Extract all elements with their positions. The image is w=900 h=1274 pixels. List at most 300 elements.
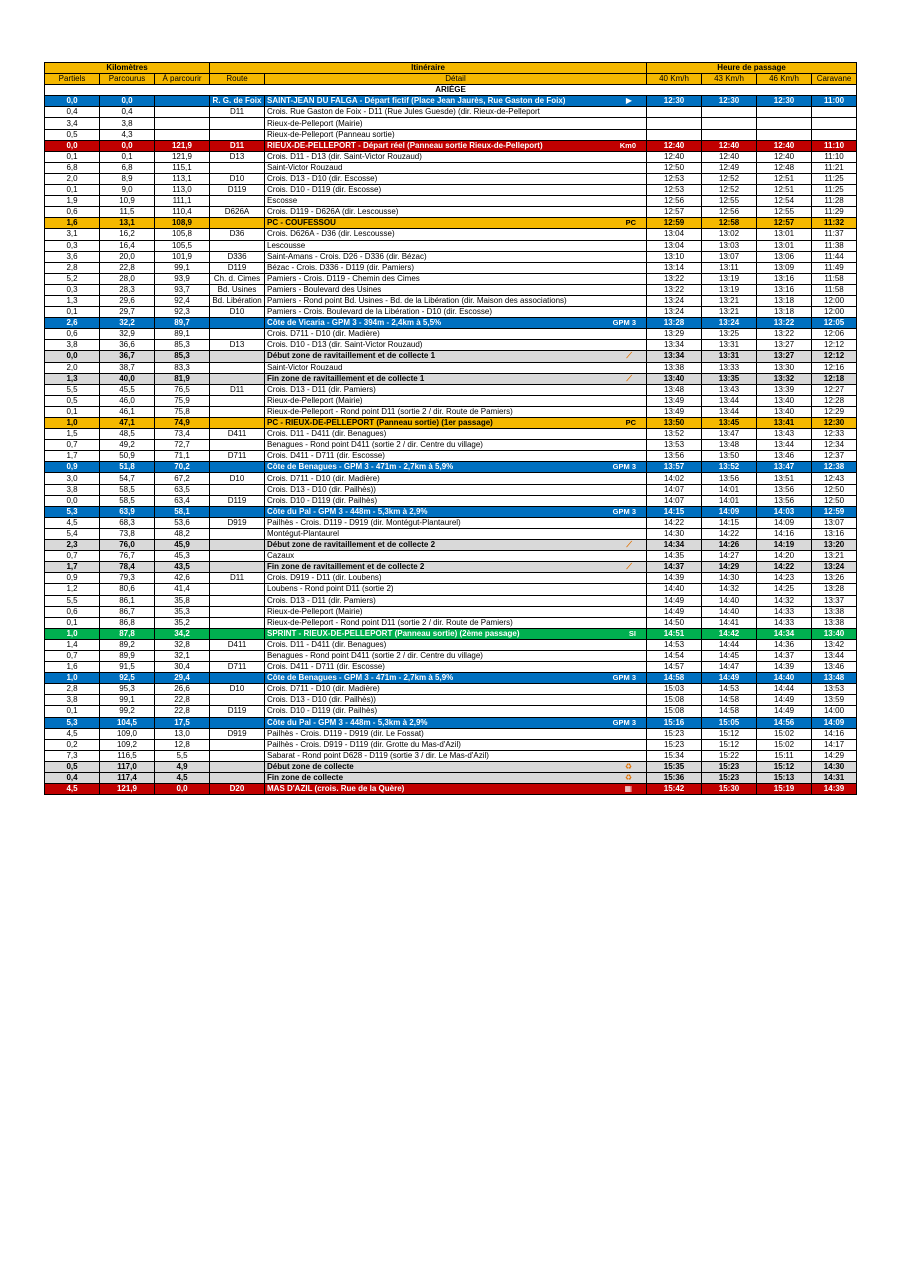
table-row <box>45 473 857 484</box>
cell-time-43: 14:29 <box>702 562 757 573</box>
detail-text: Crois. D919 - D11 (dir. Loubens) <box>267 573 382 583</box>
detail-text: Crois. D13 - D10 (dir. Pailhès)) <box>267 695 376 705</box>
cell-a-parcourir: 105,5 <box>155 240 210 251</box>
cell-route <box>210 406 265 417</box>
detail-text: PC - COUFESSOU <box>267 218 336 228</box>
cell-time-40: 14:07 <box>647 495 702 506</box>
cell-time-40: 13:22 <box>647 284 702 295</box>
cell-route: D336 <box>210 251 265 262</box>
table-row <box>45 462 857 473</box>
cell-detail <box>265 107 647 118</box>
cell-time-40: 13:53 <box>647 440 702 451</box>
cell-parcourus: 91,5 <box>100 662 155 673</box>
cell-route <box>210 717 265 728</box>
cell-caravane: 11:58 <box>812 284 857 295</box>
cell-a-parcourir: 41,4 <box>155 584 210 595</box>
stage-tag: SI <box>628 628 637 638</box>
cell-route: D20 <box>210 784 265 795</box>
cell-parcourus: 29,7 <box>100 307 155 318</box>
cell-route: D10 <box>210 684 265 695</box>
detail-text: Montégut-Plantaurel <box>267 528 340 538</box>
cell-caravane: 11:00 <box>812 96 857 107</box>
cell-parcourus: 47,1 <box>100 418 155 429</box>
cell-caravane: 11:32 <box>812 218 857 229</box>
cell-time-40 <box>647 129 702 140</box>
cell-time-40: 15:23 <box>647 728 702 739</box>
cell-time-40: 13:49 <box>647 406 702 417</box>
detail-text: Lescousse <box>267 240 306 250</box>
cell-time-43: 13:45 <box>702 418 757 429</box>
cell-time-43: 14:32 <box>702 584 757 595</box>
table-row <box>45 684 857 695</box>
table-row <box>45 761 857 772</box>
cell-time-46: 14:03 <box>757 506 812 517</box>
cell-detail <box>265 151 647 162</box>
cell-route: D11 <box>210 107 265 118</box>
cell-route <box>210 440 265 451</box>
cell-caravane: 13:38 <box>812 606 857 617</box>
cell-parcourus: 95,3 <box>100 684 155 695</box>
cell-parcourus: 20,0 <box>100 251 155 262</box>
cell-time-43: 15:05 <box>702 717 757 728</box>
table-row <box>45 295 857 306</box>
cell-partiels: 4,5 <box>45 517 100 528</box>
cell-time-40 <box>647 107 702 118</box>
cell-time-40: 13:29 <box>647 329 702 340</box>
cell-time-46: 14:16 <box>757 528 812 539</box>
cell-caravane: 11:38 <box>812 240 857 251</box>
table-row <box>45 528 857 539</box>
cell-route <box>210 418 265 429</box>
table-row <box>45 418 857 429</box>
header-row-groups <box>45 63 857 74</box>
stage-tag: GPM 3 <box>612 462 637 472</box>
cell-time-43: 14:40 <box>702 606 757 617</box>
cell-caravane: 12:05 <box>812 318 857 329</box>
cell-caravane: 13:40 <box>812 628 857 639</box>
detail-text: MAS D'AZIL (crois. Rue de la Quère) <box>267 784 405 794</box>
cell-time-40: 14:50 <box>647 617 702 628</box>
cell-a-parcourir: 89,7 <box>155 318 210 329</box>
cell-time-43: 15:23 <box>702 773 757 784</box>
cell-parcourus: 11,5 <box>100 207 155 218</box>
cell-detail <box>265 662 647 673</box>
detail-text: Crois. D11 - D411 (dir. Benagues) <box>267 639 387 649</box>
table-row <box>45 584 857 595</box>
ravitaillement-icon: ⟋ <box>626 373 633 383</box>
cell-partiels: 0,3 <box>45 284 100 295</box>
stage-tag: GPM 3 <box>612 506 637 516</box>
cell-time-43 <box>702 118 757 129</box>
cell-time-43: 14:58 <box>702 695 757 706</box>
cell-time-46 <box>757 107 812 118</box>
cell-detail <box>265 395 647 406</box>
table-row <box>45 440 857 451</box>
cell-a-parcourir: 74,9 <box>155 418 210 429</box>
cell-partiels: 1,4 <box>45 639 100 650</box>
cell-time-40: 13:34 <box>647 351 702 362</box>
cell-route: Ch. d. Cimes <box>210 273 265 284</box>
cell-time-46: 14:40 <box>757 673 812 684</box>
cell-route <box>210 528 265 539</box>
cell-route <box>210 373 265 384</box>
cell-time-40: 13:14 <box>647 262 702 273</box>
cell-caravane: 14:09 <box>812 717 857 728</box>
cell-partiels: 4,5 <box>45 728 100 739</box>
cell-time-46: 12:30 <box>757 96 812 107</box>
cell-caravane: 12:27 <box>812 384 857 395</box>
cell-time-43: 13:21 <box>702 295 757 306</box>
header-row-columns <box>45 74 857 85</box>
detail-text: Rieux-de-Pelleport - Rond point D11 (sortie 2 / dir. Route de Pamiers) <box>267 617 513 627</box>
cell-route <box>210 695 265 706</box>
detail-text: Crois. D13 - D11 (dir. Pamiers) <box>267 384 376 394</box>
table-row <box>45 318 857 329</box>
stage-tag: PC <box>625 218 637 228</box>
cell-time-46: 12:55 <box>757 207 812 218</box>
cell-route <box>210 162 265 173</box>
cell-time-46: 14:37 <box>757 650 812 661</box>
cell-partiels: 1,0 <box>45 673 100 684</box>
detail-text: Rieux-de-Pelleport (Mairie) <box>267 606 363 616</box>
detail-text: Début zone de ravitaillement et de collecte 2 <box>267 540 436 550</box>
cell-time-43: 13:07 <box>702 251 757 262</box>
cell-partiels: 3,8 <box>45 340 100 351</box>
cell-a-parcourir: 4,5 <box>155 773 210 784</box>
detail-text: Pamiers - Crois. D119 - Chemin des Cimes <box>267 273 420 283</box>
cell-a-parcourir: 111,1 <box>155 196 210 207</box>
cell-parcourus: 116,5 <box>100 750 155 761</box>
cell-time-40: 15:36 <box>647 773 702 784</box>
cell-detail <box>265 329 647 340</box>
cell-a-parcourir: 105,8 <box>155 229 210 240</box>
cell-a-parcourir: 101,9 <box>155 251 210 262</box>
cell-a-parcourir: 83,3 <box>155 362 210 373</box>
cell-a-parcourir: 42,6 <box>155 573 210 584</box>
col-46kmh: 46 Km/h <box>757 74 812 85</box>
cell-a-parcourir: 0,0 <box>155 784 210 795</box>
cell-detail <box>265 418 647 429</box>
cell-detail <box>265 540 647 551</box>
cell-time-43: 13:33 <box>702 362 757 373</box>
detail-text: Fin zone de ravitaillement et de collecte 1 <box>267 373 425 383</box>
cell-time-46: 13:18 <box>757 295 812 306</box>
cell-time-46: 12:54 <box>757 196 812 207</box>
table-row <box>45 506 857 517</box>
cell-time-46: 12:51 <box>757 173 812 184</box>
detail-text: Crois. D711 - D10 (dir. Madière) <box>267 329 380 339</box>
cell-partiels: 0,0 <box>45 351 100 362</box>
cell-partiels: 0,1 <box>45 406 100 417</box>
cell-time-46: 13:40 <box>757 395 812 406</box>
cell-parcourus: 109,2 <box>100 739 155 750</box>
cell-time-40: 14:15 <box>647 506 702 517</box>
cell-time-43: 12:58 <box>702 218 757 229</box>
cell-time-43: 13:48 <box>702 440 757 451</box>
cell-time-43: 13:25 <box>702 329 757 340</box>
cell-partiels: 0,9 <box>45 462 100 473</box>
cell-parcourus: 89,2 <box>100 639 155 650</box>
cell-a-parcourir: 26,6 <box>155 684 210 695</box>
cell-time-43: 14:41 <box>702 617 757 628</box>
cell-caravane: 14:16 <box>812 728 857 739</box>
cell-parcourus: 89,9 <box>100 650 155 661</box>
cell-parcourus: 76,7 <box>100 551 155 562</box>
cell-caravane: 12:59 <box>812 506 857 517</box>
cell-time-46: 13:56 <box>757 484 812 495</box>
cell-time-46: 14:33 <box>757 606 812 617</box>
cell-a-parcourir: 48,2 <box>155 528 210 539</box>
cell-detail <box>265 784 647 795</box>
cell-time-43: 13:19 <box>702 284 757 295</box>
table-row <box>45 173 857 184</box>
cell-time-40: 12:59 <box>647 218 702 229</box>
cell-time-40: 14:39 <box>647 573 702 584</box>
ravitaillement-icon: ⟋ <box>626 351 633 361</box>
cell-time-46 <box>757 129 812 140</box>
cell-route <box>210 773 265 784</box>
cell-caravane: 14:17 <box>812 739 857 750</box>
cell-a-parcourir: 73,4 <box>155 429 210 440</box>
table-row <box>45 384 857 395</box>
cell-caravane: 12:18 <box>812 373 857 384</box>
detail-text: Crois. D711 - D10 (dir. Madière) <box>267 473 380 483</box>
cell-partiels: 3,4 <box>45 118 100 129</box>
cell-time-46: 14:49 <box>757 706 812 717</box>
cell-detail <box>265 584 647 595</box>
detail-text: Cazaux <box>267 551 295 561</box>
table-row <box>45 573 857 584</box>
cell-route <box>210 617 265 628</box>
cell-a-parcourir: 110,4 <box>155 207 210 218</box>
cell-route <box>210 118 265 129</box>
cell-caravane: 11:21 <box>812 162 857 173</box>
cell-a-parcourir: 32,1 <box>155 650 210 661</box>
cell-time-43: 13:31 <box>702 340 757 351</box>
cell-time-40: 12:53 <box>647 185 702 196</box>
detail-text: Pailhès - Crois. D119 - D919 (dir. Le Fossat) <box>267 728 424 738</box>
cell-caravane: 11:10 <box>812 140 857 151</box>
cell-time-40: 13:28 <box>647 318 702 329</box>
table-row <box>45 662 857 673</box>
cell-partiels: 2,8 <box>45 684 100 695</box>
cell-route: Bd. Usines <box>210 284 265 295</box>
cell-route: R. G. de Foix <box>210 96 265 107</box>
cell-a-parcourir: 22,8 <box>155 706 210 717</box>
detail-text: Pamiers - Crois. Boulevard de la Libération - D10 (dir. Escosse) <box>267 307 492 317</box>
cell-time-46: 13:16 <box>757 284 812 295</box>
cell-time-46: 13:56 <box>757 495 812 506</box>
cell-detail <box>265 140 647 151</box>
table-row <box>45 628 857 639</box>
cell-a-parcourir: 108,9 <box>155 218 210 229</box>
cell-a-parcourir <box>155 96 210 107</box>
cell-caravane: 14:30 <box>812 761 857 772</box>
table-row <box>45 739 857 750</box>
play-icon: ▶ <box>625 96 633 106</box>
table-row <box>45 562 857 573</box>
cell-a-parcourir: 72,7 <box>155 440 210 451</box>
cell-partiels: 3,1 <box>45 229 100 240</box>
kilometres-header: Kilomètres <box>45 63 210 74</box>
cell-a-parcourir: 29,4 <box>155 673 210 684</box>
detail-text: Crois. D11 - D411 (dir. Benagues) <box>267 429 387 439</box>
cell-partiels: 5,2 <box>45 273 100 284</box>
cell-caravane: 12:28 <box>812 395 857 406</box>
table-row <box>45 773 857 784</box>
cell-detail <box>265 218 647 229</box>
cell-a-parcourir: 89,1 <box>155 329 210 340</box>
table-row <box>45 196 857 207</box>
cell-detail <box>265 706 647 717</box>
cell-detail <box>265 462 647 473</box>
cell-caravane: 12:00 <box>812 307 857 318</box>
cell-time-43: 13:21 <box>702 307 757 318</box>
cell-parcourus: 68,3 <box>100 517 155 528</box>
cell-parcourus: 51,8 <box>100 462 155 473</box>
cell-time-43: 14:01 <box>702 484 757 495</box>
cell-parcourus: 92,5 <box>100 673 155 684</box>
cell-time-43: 15:30 <box>702 784 757 795</box>
cell-detail <box>265 551 647 562</box>
cell-time-40: 13:24 <box>647 307 702 318</box>
cell-parcourus: 46,0 <box>100 395 155 406</box>
cell-caravane: 13:20 <box>812 540 857 551</box>
cell-a-parcourir: 5,5 <box>155 750 210 761</box>
cell-detail <box>265 739 647 750</box>
cell-time-46: 13:47 <box>757 462 812 473</box>
cell-partiels: 2,8 <box>45 262 100 273</box>
cell-a-parcourir: 113,0 <box>155 185 210 196</box>
cell-time-43: 13:44 <box>702 406 757 417</box>
flag-icon: ▦ <box>624 784 633 794</box>
cell-a-parcourir: 17,5 <box>155 717 210 728</box>
cell-time-46: 13:01 <box>757 240 812 251</box>
cell-caravane: 14:00 <box>812 706 857 717</box>
cell-time-43: 13:47 <box>702 429 757 440</box>
cell-time-43: 15:23 <box>702 761 757 772</box>
cell-partiels: 1,5 <box>45 429 100 440</box>
cell-partiels: 1,2 <box>45 584 100 595</box>
cell-partiels: 0,7 <box>45 650 100 661</box>
cell-route <box>210 240 265 251</box>
cell-time-43: 13:50 <box>702 451 757 462</box>
table-row <box>45 495 857 506</box>
cell-parcourus: 28,0 <box>100 273 155 284</box>
cell-partiels: 0,1 <box>45 307 100 318</box>
cell-time-40: 13:34 <box>647 340 702 351</box>
cell-caravane: 11:49 <box>812 262 857 273</box>
cell-a-parcourir: 30,4 <box>155 662 210 673</box>
cell-parcourus: 50,9 <box>100 451 155 462</box>
cell-parcourus: 0,4 <box>100 107 155 118</box>
cell-a-parcourir <box>155 118 210 129</box>
table-row <box>45 307 857 318</box>
cell-partiels: 0,5 <box>45 761 100 772</box>
cell-parcourus: 45,5 <box>100 384 155 395</box>
cell-time-43: 13:43 <box>702 384 757 395</box>
cell-parcourus: 109,0 <box>100 728 155 739</box>
cell-time-40: 14:49 <box>647 606 702 617</box>
cell-detail <box>265 773 647 784</box>
cell-a-parcourir: 45,3 <box>155 551 210 562</box>
cell-time-43: 14:26 <box>702 540 757 551</box>
stage-tag: GPM 3 <box>612 673 637 683</box>
cell-parcourus: 9,0 <box>100 185 155 196</box>
table-row <box>45 140 857 151</box>
cell-route <box>210 761 265 772</box>
cell-partiels: 0,2 <box>45 739 100 750</box>
cell-caravane: 14:31 <box>812 773 857 784</box>
cell-partiels: 0,3 <box>45 240 100 251</box>
cell-detail <box>265 129 647 140</box>
cell-parcourus: 32,2 <box>100 318 155 329</box>
cell-partiels: 4,5 <box>45 784 100 795</box>
cell-time-46: 13:09 <box>757 262 812 273</box>
cell-caravane: 13:16 <box>812 528 857 539</box>
cell-time-40: 13:24 <box>647 295 702 306</box>
cell-parcourus: 36,7 <box>100 351 155 362</box>
cell-time-46: 13:44 <box>757 440 812 451</box>
cell-time-43: 14:42 <box>702 628 757 639</box>
cell-partiels: 0,6 <box>45 207 100 218</box>
cell-route: D10 <box>210 173 265 184</box>
detail-text: Fin zone de ravitaillement et de collecte 2 <box>267 562 425 572</box>
cell-partiels: 1,6 <box>45 218 100 229</box>
cell-parcourus: 32,9 <box>100 329 155 340</box>
cell-caravane: 12:29 <box>812 406 857 417</box>
cell-parcourus: 99,1 <box>100 695 155 706</box>
cell-a-parcourir: 13,0 <box>155 728 210 739</box>
detail-text: Côte du Pal - GPM 3 - 448m - 5,3km à 2,9% <box>267 717 428 727</box>
cell-time-43: 14:49 <box>702 673 757 684</box>
cell-time-46: 14:44 <box>757 684 812 695</box>
cell-time-43: 13:03 <box>702 240 757 251</box>
cell-time-43: 14:44 <box>702 639 757 650</box>
cell-time-40: 14:30 <box>647 528 702 539</box>
cell-caravane: 13:07 <box>812 517 857 528</box>
cell-a-parcourir: 85,3 <box>155 340 210 351</box>
cell-caravane: 13:48 <box>812 673 857 684</box>
cell-time-43: 14:58 <box>702 706 757 717</box>
cell-time-40: 14:02 <box>647 473 702 484</box>
cell-parcourus: 6,8 <box>100 162 155 173</box>
detail-text: Crois. D411 - D711 (dir. Escosse) <box>267 451 385 461</box>
table-row <box>45 784 857 795</box>
cell-time-46: 13:51 <box>757 473 812 484</box>
cell-partiels: 6,8 <box>45 162 100 173</box>
cell-partiels: 5,3 <box>45 717 100 728</box>
cell-caravane: 13:59 <box>812 695 857 706</box>
cell-a-parcourir: 63,5 <box>155 484 210 495</box>
table-row <box>45 218 857 229</box>
cell-parcourus: 0,1 <box>100 151 155 162</box>
cell-route: D119 <box>210 185 265 196</box>
cell-time-46: 13:43 <box>757 429 812 440</box>
cell-time-43: 12:49 <box>702 162 757 173</box>
cell-partiels: 5,5 <box>45 595 100 606</box>
cell-parcourus: 0,0 <box>100 96 155 107</box>
cell-time-46: 13:22 <box>757 329 812 340</box>
cell-time-40: 13:04 <box>647 229 702 240</box>
cell-detail <box>265 761 647 772</box>
cell-time-43: 14:53 <box>702 684 757 695</box>
detail-text: Escosse <box>267 196 298 206</box>
cell-parcourus: 54,7 <box>100 473 155 484</box>
detail-text: Pailhès - Crois. D119 - D919 (dir. Montégut-Plantaurel) <box>267 517 461 527</box>
cell-route: D711 <box>210 451 265 462</box>
cell-time-46: 13:27 <box>757 351 812 362</box>
